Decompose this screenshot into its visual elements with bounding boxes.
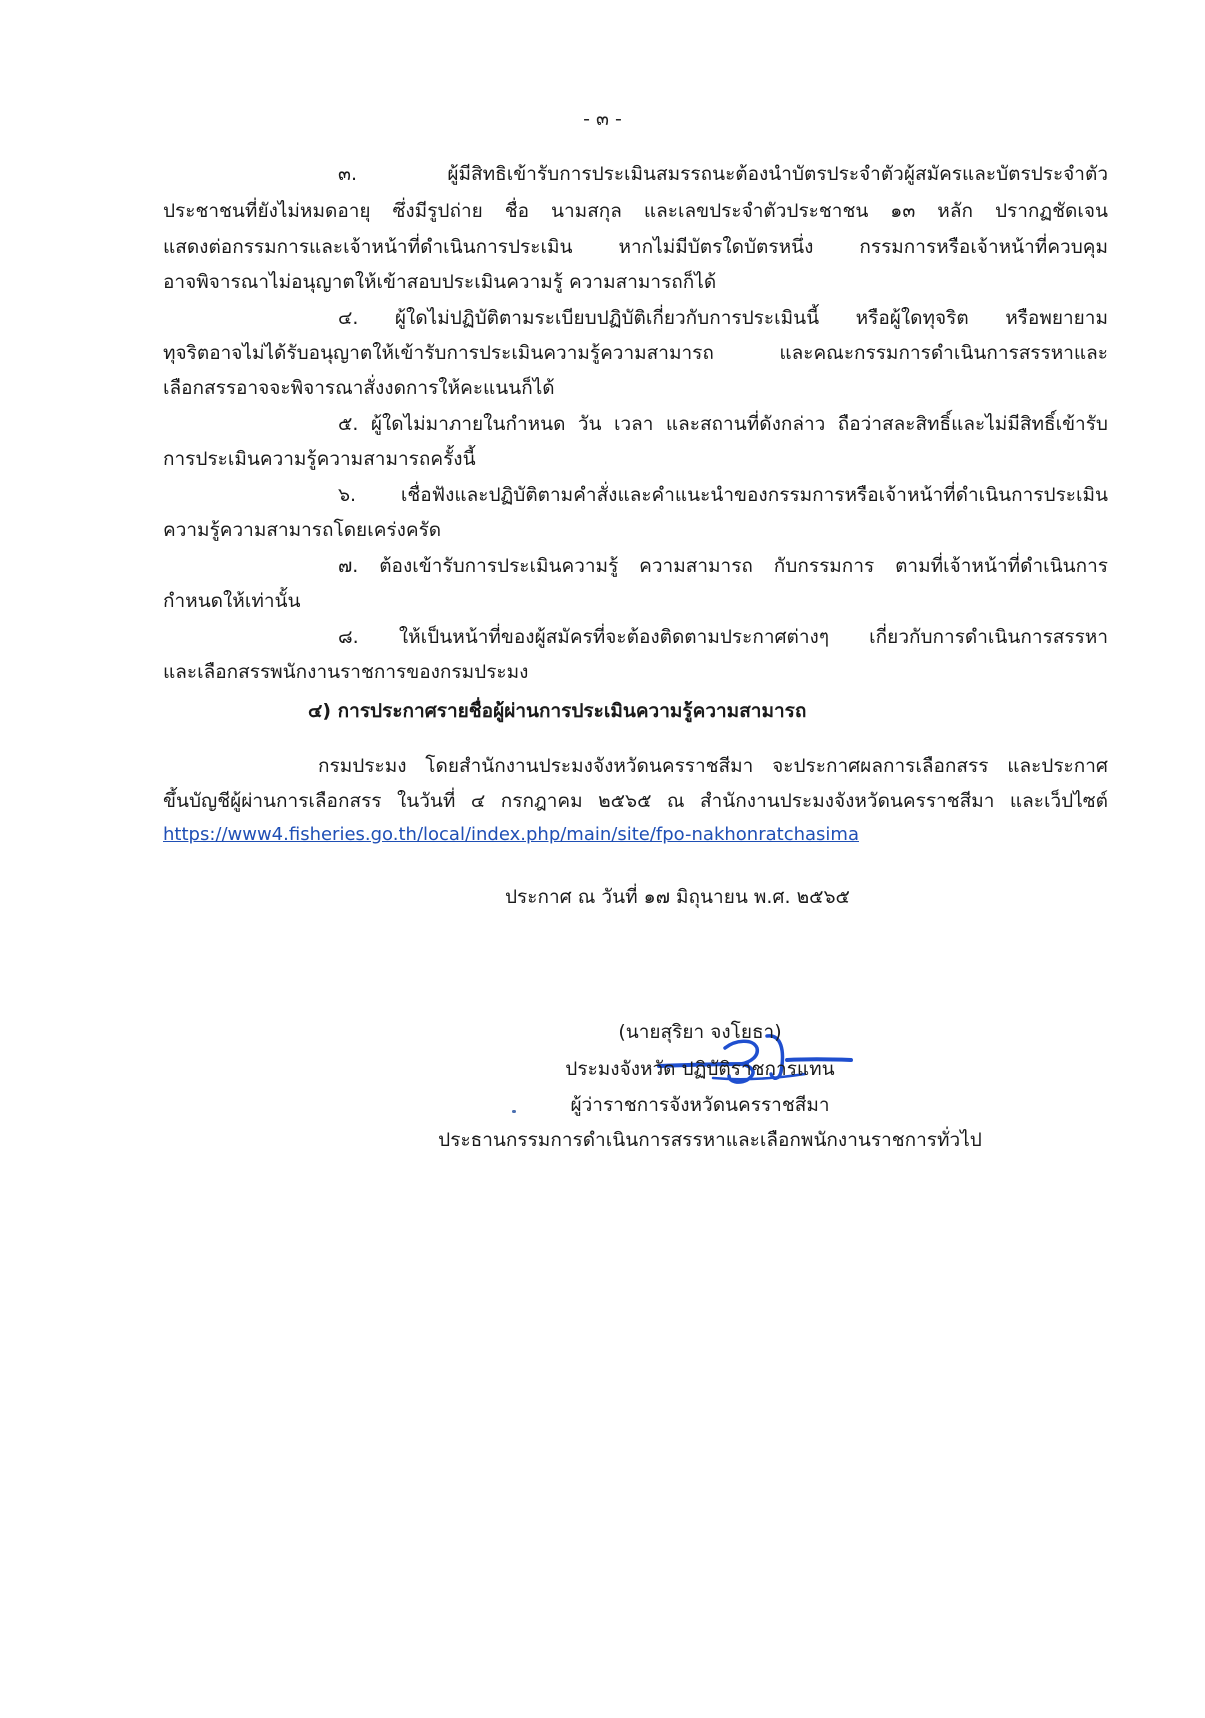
item-4-line-3: เลือกสรรอาจจะพิจารณาสั่งงดการให้คะแนนก็ได้ [163,377,555,399]
item-8-line-2: และเลือกสรรพนักงานราชการของกรมประมง [163,661,529,683]
item-4-line-2: ทุจริตอาจไม่ได้รับอนุญาตให้เข้ารับการประเมินความรู้ความสามารถ และคณะกรรมการดำเนินการสรรหาและ [163,342,1108,364]
fisheries-website-link[interactable]: https://www4.fisheries.go.th/local/index.php/main/site/fpo-nakhonratchasima [163,824,859,845]
section-4-line-2: ขึ้นบัญชีผู้ผ่านการเลือกสรร ในวันที่ ๔ กรกฎาคม ๒๕๖๕ ณ สำนักงานประมงจังหวัดนครราชสีมา และเว็ปไซต์ [163,790,1108,812]
item-3-line-3: แสดงต่อกรรมการและเจ้าหน้าที่ดำเนินการประเมิน หากไม่มีบัตรใดบัตรหนึ่ง กรรมการหรือเจ้าหน้าที่ควบคุม [163,236,1108,258]
item-8-line-1: ๘. ให้เป็นหน้าที่ของผู้สมัครที่จะต้องติดตามประกาศต่างๆ เกี่ยวกับการดำเนินการสรรหา [338,626,1108,648]
signatory-name: (นายสุริยา จงโยธา) [618,1021,782,1043]
announcement-date: ประกาศ ณ วันที่ ๑๗ มิถุนายน พ.ศ. ๒๕๖๕ [505,886,850,908]
item-3-line-4: อาจพิจารณาไม่อนุญาตให้เข้าสอบประเมินความรู้ ความสามารถก็ได้ [163,271,717,293]
section-4-heading: ๔) การประกาศรายชื่อผู้ผ่านการประเมินความรู้ความสามารถ [308,700,807,722]
signatory-title-2: ผู้ว่าราชการจังหวัดนครราชสีมา [570,1094,830,1116]
page-number: - ๓ - [583,108,622,130]
signatory-title-3: ประธานกรรมการดำเนินการสรรหาและเลือกพนักงานราชการทั่วไป [438,1129,982,1151]
item-6-line-2: ความรู้ความสามารถโดยเคร่งครัด [163,519,442,541]
item-3-line-1: ๓. ผู้มีสิทธิเข้ารับการประเมินสมรรถนะต้องนำบัตรประจำตัวผู้สมัครและบัตรประจำตัว [338,163,1108,185]
item-5-line-2: การประเมินความรู้ความสามารถครั้งนี้ [163,448,476,470]
ink-dot [512,1110,516,1113]
section-4-line-1: กรมประมง โดยสำนักงานประมงจังหวัดนครราชสีมา จะประกาศผลการเลือกสรร และประกาศ [318,755,1108,777]
item-7-line-1: ๗. ต้องเข้ารับการประเมินความรู้ ความสามารถ กับกรรมการ ตามที่เจ้าหน้าที่ดำเนินการ [338,555,1108,577]
item-7-line-2: กำหนดให้เท่านั้น [163,590,301,612]
item-5-line-1: ๕. ผู้ใดไม่มาภายในกำหนด วัน เวลา และสถานที่ดังกล่าว ถือว่าสละสิทธิ์และไม่มีสิทธิ์เข้ารับ [338,413,1108,435]
item-6-line-1: ๖. เชื่อฟังและปฏิบัติตามคำสั่งและคำแนะนำของกรรมการหรือเจ้าหน้าที่ดำเนินการประเมิน [338,484,1108,506]
item-4-line-1: ๔. ผู้ใดไม่ปฏิบัติตามระเบียบปฏิบัติเกี่ยวกับการประเมินนี้ หรือผู้ใดทุจริต หรือพยายาม [338,307,1108,329]
item-3-line-2: ประชาชนที่ยังไม่หมดอายุ ซึ่งมีรูปถ่าย ชื่อ นามสกุล และเลขประจำตัวประชาชน ๑๓ หลัก ปรากฏชัดเจน [163,200,1108,222]
signatory-title-1: ประมงจังหวัด ปฏิบัติราชการแทน [565,1058,835,1080]
